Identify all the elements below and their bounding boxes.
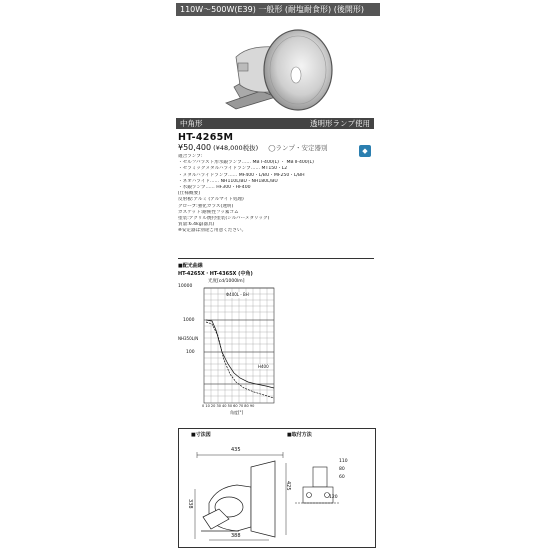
- mount-dim-3: 60: [339, 475, 345, 480]
- spec-line: 反射板:アルミ (アルマイト処理): [178, 197, 244, 203]
- x-axis-label: 角度[°]: [230, 410, 244, 415]
- light-section-title: ■配光曲線: [178, 263, 203, 269]
- mounting-drawing: [293, 457, 373, 517]
- spec-line: 適合ランプ:: [178, 154, 203, 159]
- mount-dim-1: 110: [339, 459, 348, 464]
- dim-depth: 388: [231, 533, 241, 539]
- spec-line: [仕様概要]: [178, 191, 200, 197]
- spec-line: グローブ:強化ガラス(透明): [178, 203, 234, 209]
- price-note: (¥48,000税抜): [213, 144, 259, 152]
- dim-width: 435: [231, 447, 241, 453]
- light-subtitle: HT-4265X・HT-4365X (中角): [178, 271, 253, 277]
- price: ¥50,400: [178, 143, 212, 152]
- mounting-title: ■取付方法: [287, 432, 312, 438]
- category-bar: [176, 118, 374, 129]
- dim-height: 425: [285, 481, 291, 491]
- dim-side: 338: [187, 499, 193, 509]
- dimension-panel: [178, 428, 376, 548]
- spec-line: ・ネオハライド…… NH110L/BU・NH180L/BU: [178, 178, 278, 184]
- eco-icon: ◆: [359, 145, 371, 157]
- spec-line: ガスケット:耐候性フッ素ゴム: [178, 209, 239, 215]
- beam-type-label: 中角形: [180, 119, 203, 128]
- order-note: ◯ランプ・安定器別: [268, 144, 328, 152]
- y-tick-mid: 1000: [183, 318, 195, 323]
- spec-line: ・セラミックメタルハライドランプ…… MT150・L2: [178, 166, 288, 172]
- spec-line: ※安定器は別途ご用意ください。: [178, 228, 247, 234]
- mount-dim-4: 120: [329, 495, 338, 500]
- spec-block: [178, 154, 374, 235]
- curve-label-right: H400: [258, 364, 269, 369]
- y-tick-low: 100: [186, 350, 195, 355]
- chart-unit-label: 光度[cd/1000lm]: [208, 279, 245, 284]
- curve-label-top: Φ400L・BH: [226, 292, 249, 297]
- x-ticks: 0 10 20 30 40 50 60 70 80 90: [202, 404, 255, 408]
- model-number: HT-4265M: [178, 132, 234, 143]
- y-tick-top: 10000: [178, 284, 193, 289]
- section-divider: [178, 258, 374, 259]
- spec-line: 塗装:アクリル焼付塗装(シルバーメタリック): [178, 216, 270, 222]
- lamp-type-label: 透明形ランプ使用: [310, 119, 370, 128]
- product-photo: [176, 17, 374, 117]
- spec-line: ・メタルハライドランプ…… MF400・L/BU・MF250・L/BH: [178, 172, 305, 178]
- mount-dim-2: 80: [339, 467, 345, 472]
- price-line: [178, 143, 327, 152]
- curve-label-left: NH350L/N: [178, 336, 199, 341]
- light-distribution-chart: [178, 278, 278, 416]
- dimension-drawing: [189, 443, 289, 543]
- spec-line: 質量:6.4kg(器具): [178, 222, 215, 228]
- series-title: 110W〜500W(E39) 一般形 (耐塩耐食形) (後開形): [176, 3, 380, 16]
- floodlight-image: [176, 17, 374, 117]
- spec-line: ・水銀ランプ…… HF300・HF400: [178, 185, 251, 191]
- dimension-title: ■寸法図: [191, 432, 211, 438]
- spec-line: ・セルフバラスト形水銀ランプ…… MB Ⅰ-400(L) ・ MB Ⅱ-400(L): [178, 160, 314, 166]
